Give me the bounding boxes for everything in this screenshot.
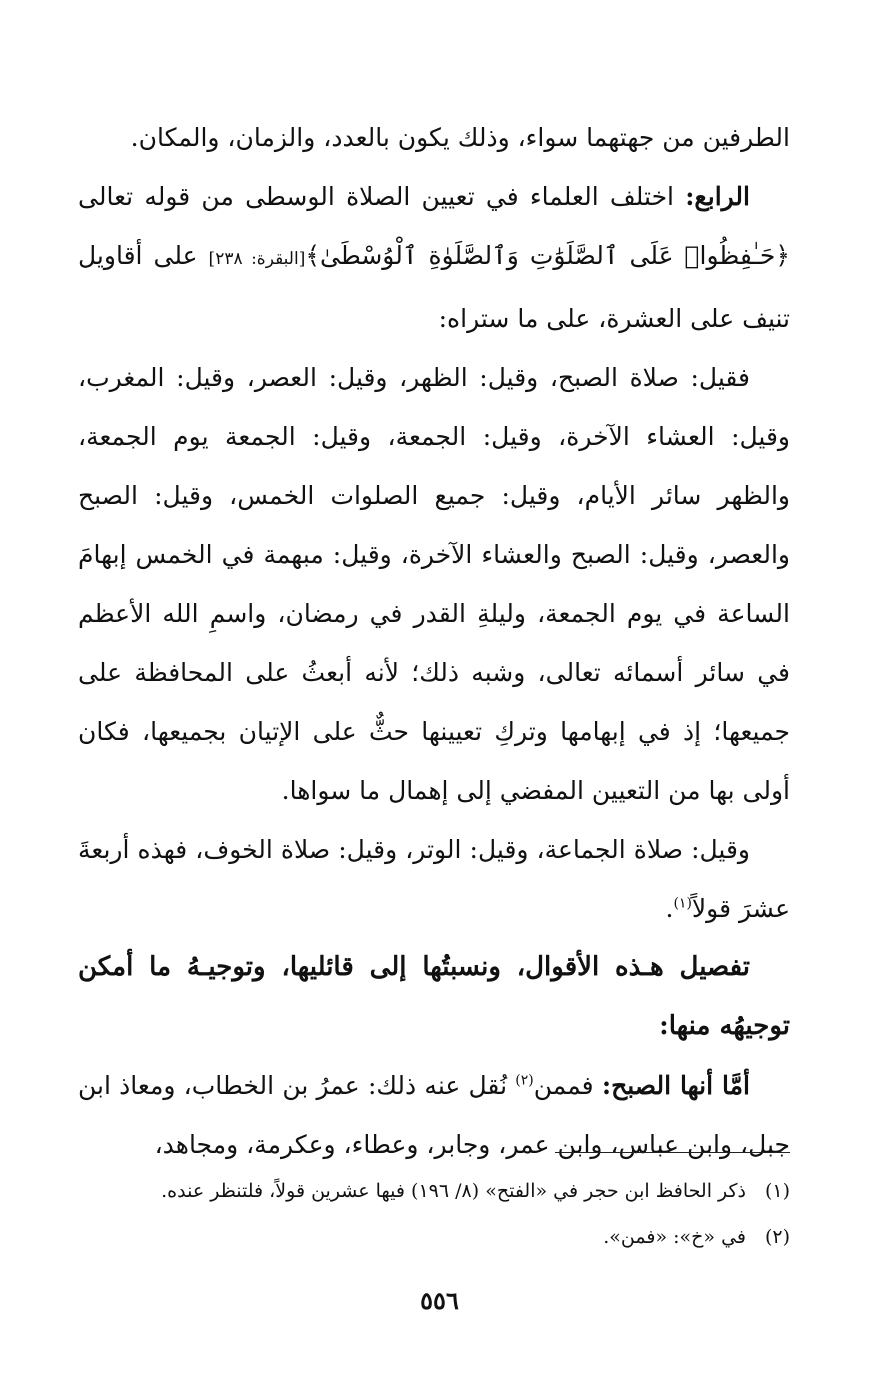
footnote-2 <box>78 1214 790 1260</box>
paragraph-5-text-2: نُقل عنه ذلك: عمرُ بن الخطاب، ومعاذ ابن جبل، وابن عباس، وابن عمر، وجابر، وعطاء، وعكرمة، ومجاهد، <box>78 1071 790 1159</box>
page-number: ٥٥٦ <box>420 1286 459 1315</box>
paragraph-5-text-1: فممن <box>533 1071 602 1100</box>
paragraph-4-text: وقيل: صلاة الجماعة، وقيل: الوتر، وقيل: صلاة الخوف، فهذه أربعةَ عشرَ قولاً <box>78 835 790 923</box>
paragraph-2-text: اختلف العلماء في تعيين الصلاة الوسطى من قوله تعالى <box>78 182 686 211</box>
footnote-2-number: (٢) <box>764 1226 790 1248</box>
paragraph-4 <box>78 820 790 938</box>
page-body <box>78 108 790 1174</box>
footnote-2-text: في «خ»: «فمن». <box>603 1226 746 1248</box>
paragraph-2-label: الرابع: <box>685 182 750 211</box>
paragraph-2-tail: على أقاويل تنيف على العشرة، على ما ستراه: <box>78 241 790 333</box>
footnote-divider <box>555 1152 790 1153</box>
paragraph-1: الطرفين من جهتهما سواء، وذلك يكون بالعدد، والزمان، والمكان. <box>130 123 790 152</box>
quran-verse: ﴿حَـٰفِظُوا۟ عَلَى ٱلصَّلَوَٰتِ وَٱلصَّلَوٰةِ ٱلْوُسْطَىٰ﴾ <box>305 241 790 270</box>
section-heading: تفصيل هـذه الأقوال، ونسبتُها إلى قائليها، وتوجيـهُ ما أمكن توجيهُه منها: <box>78 952 790 1041</box>
footnote-1 <box>78 1168 790 1214</box>
paragraph-2 <box>78 167 790 348</box>
footnotes <box>78 1168 790 1260</box>
footnote-marker-2: (٢) <box>515 1072 534 1089</box>
footnote-marker-1: (١) <box>673 895 692 912</box>
paragraph-4-end: . <box>665 894 674 923</box>
paragraph-3: فقيل: صلاة الصبح، وقيل: الظهر، وقيل: العصر، وقيل: المغرب، وقيل: العشاء الآخرة، وقيل: الجمعة، وقيل: الجمعة يوم الجمعة، والظهر سائر الأيام، وقيل: جميع الصلوات الخمس، وقيل: الصبح والعصر، وقيل: الصبح والعشاء الآخرة، وقيل: مبهمة في الخمس إبهامَ الساعة في يوم الجمعة، وليلةِ القدر في رمضان، واسمِ الله الأعظم في سائر أسمائه تعالى، وشبه ذلك؛ لأنه أبعثُ على المحافظة على جميعها؛ إذ في إبهامها وتركِ تعيينها حثٌّ على الإتيان بجميعها، فكان أولى بها من التعيين المفضي إلى إهمال ما سواها. <box>78 363 790 805</box>
footnote-1-number: (١) <box>764 1180 790 1202</box>
footnote-1-text: ذكر الحافظ ابن حجر في «الفتح» (٨/ ١٩٦) فيها عشرين قولاً، فلتنظر عنده. <box>161 1180 746 1202</box>
paragraph-5-label: أمَّا أنها الصبح: <box>601 1071 750 1100</box>
verse-reference: [البقرة: ٢٣٨] <box>208 249 306 269</box>
paragraph-5 <box>78 1056 790 1174</box>
